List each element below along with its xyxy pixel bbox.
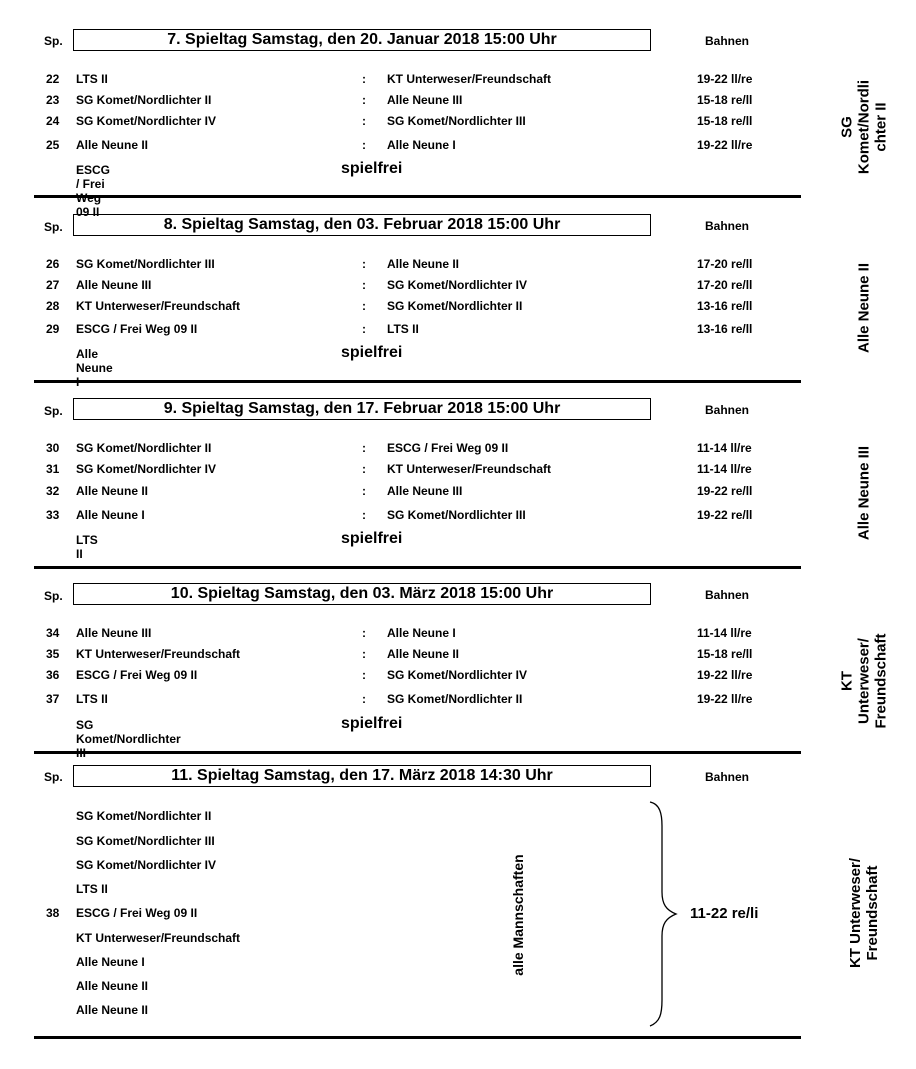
table-row — [0, 257, 800, 273]
table-row — [0, 626, 800, 642]
away-team: SG Komet/Nordlichter II — [387, 299, 523, 313]
away-team: SG Komet/Nordlichter II — [387, 692, 523, 706]
section-divider — [34, 566, 801, 569]
separator-colon: : — [362, 647, 366, 661]
separator-colon: : — [362, 138, 366, 152]
sp-label: Sp. — [44, 770, 63, 784]
matchday-title: 11. Spieltag Samstag, den 17. März 2018 14:30 Uhr — [73, 765, 651, 787]
bahnen-label: Bahnen — [705, 770, 750, 784]
matchday-title: 9. Spieltag Samstag, den 17. Februar 2018 15:00 Uhr — [73, 398, 651, 420]
home-team: Alle Neune II — [76, 484, 149, 498]
bye-label: spielfrei — [341, 160, 403, 177]
side-label-line: Alle Neune II — [855, 262, 873, 354]
list-item: ESCG / Frei Weg 09 II — [76, 906, 198, 920]
side-label-line: Freundschaft — [872, 633, 890, 729]
home-team: LTS II — [76, 72, 108, 86]
away-team: Alle Neune I — [387, 138, 456, 152]
separator-colon: : — [362, 441, 366, 455]
away-team: ESCG / Frei Weg 09 II — [387, 441, 509, 455]
list-item: Alle Neune II — [76, 979, 149, 993]
table-row — [0, 668, 800, 684]
home-team: SG Komet/Nordlichter IV — [76, 114, 217, 128]
separator-colon: : — [362, 72, 366, 86]
away-team: Alle Neune III — [387, 484, 463, 498]
game-number: 23 — [46, 93, 60, 107]
section-divider — [34, 1036, 801, 1039]
separator-colon: : — [362, 257, 366, 271]
lanes: 19-22 re/ll — [697, 484, 753, 498]
away-team: LTS II — [387, 322, 419, 336]
lanes: 11-14 ll/re — [697, 626, 752, 640]
list-item: Alle Neune II — [76, 1003, 149, 1017]
game-number: 37 — [46, 692, 60, 706]
lanes: 15-18 re/ll — [697, 93, 753, 107]
game-number: 38 — [46, 906, 60, 920]
all-teams-text: alle Mannschaften — [510, 854, 526, 976]
home-team: LTS II — [76, 692, 108, 706]
bye-label: spielfrei — [341, 344, 403, 361]
table-row — [0, 278, 800, 294]
separator-colon: : — [362, 484, 366, 498]
away-team: SG Komet/Nordlichter IV — [387, 278, 528, 292]
away-team: SG Komet/Nordlichter III — [387, 114, 526, 128]
away-team: SG Komet/Nordlichter III — [387, 508, 526, 522]
game-number: 25 — [46, 138, 60, 152]
home-team: SG Komet/Nordlichter II — [76, 93, 212, 107]
list-item: SG Komet/Nordlichter IV — [76, 858, 217, 872]
game-number: 34 — [46, 626, 60, 640]
home-team: ESCG / Frei Weg 09 II — [76, 668, 198, 682]
sp-label: Sp. — [44, 589, 63, 603]
home-team: SG Komet/Nordlichter II — [76, 441, 212, 455]
lanes: 11-22 re/li — [690, 905, 759, 922]
side-label-line: SG — [838, 116, 856, 138]
lanes: 19-22 ll/re — [697, 692, 753, 706]
separator-colon: : — [362, 462, 366, 476]
curly-brace-icon — [644, 800, 684, 1028]
list-item: SG Komet/Nordlichter II — [76, 809, 212, 823]
side-label-line: Freundschaft — [864, 865, 881, 961]
bahnen-label: Bahnen — [705, 219, 750, 233]
lanes: 19-22 ll/re — [697, 72, 753, 86]
bahnen-label: Bahnen — [705, 588, 750, 602]
side-label-line: Komet/Nordli — [855, 79, 873, 175]
separator-colon: : — [362, 668, 366, 682]
bahnen-label: Bahnen — [705, 403, 750, 417]
lanes: 13-16 re/ll — [697, 299, 753, 313]
away-team: Alle Neune II — [387, 257, 460, 271]
lanes: 13-16 re/ll — [697, 322, 753, 336]
table-row — [0, 114, 800, 130]
lanes: 15-18 re/ll — [697, 647, 753, 661]
home-team: SG Komet/Nordlichter III — [76, 257, 215, 271]
bye-label: spielfrei — [341, 715, 403, 732]
matchday-title: 8. Spieltag Samstag, den 03. Februar 2018 15:00 Uhr — [73, 214, 651, 236]
game-number: 27 — [46, 278, 60, 292]
game-number: 28 — [46, 299, 60, 313]
home-team: SG Komet/Nordlichter IV — [76, 462, 217, 476]
separator-colon: : — [362, 508, 366, 522]
lanes: 17-20 re/ll — [697, 278, 753, 292]
section-divider — [34, 751, 801, 754]
lanes: 17-20 re/ll — [697, 257, 753, 271]
home-team: KT Unterweser/Freundschaft — [76, 299, 241, 313]
side-label-line: KT — [838, 671, 856, 692]
away-team: SG Komet/Nordlichter IV — [387, 668, 528, 682]
game-number: 24 — [46, 114, 60, 128]
home-team: ESCG / Frei Weg 09 II — [76, 322, 198, 336]
matchday-title: 7. Spieltag Samstag, den 20. Januar 2018 15:00 Uhr — [73, 29, 651, 51]
table-row — [0, 508, 800, 524]
game-number: 33 — [46, 508, 60, 522]
bye-team: Alle Neune I — [76, 347, 113, 389]
bye-label: spielfrei — [341, 530, 403, 547]
separator-colon: : — [362, 626, 366, 640]
table-row — [0, 322, 800, 338]
bye-team: ESCG / Frei Weg 09 II — [76, 163, 111, 219]
sp-label: Sp. — [44, 404, 63, 418]
game-number: 29 — [46, 322, 60, 336]
side-label-line: Alle Neune III — [855, 445, 873, 541]
table-row — [0, 299, 800, 315]
away-team: Alle Neune II — [387, 647, 460, 661]
separator-colon: : — [362, 93, 366, 107]
side-label-line: Unterweser/ — [855, 638, 873, 724]
table-row — [0, 647, 800, 663]
separator-colon: : — [362, 322, 366, 336]
list-item: KT Unterweser/Freundschaft — [76, 931, 241, 945]
lanes: 19-22 re/ll — [697, 508, 753, 522]
game-number: 32 — [46, 484, 60, 498]
home-team: Alle Neune I — [76, 508, 145, 522]
table-row — [0, 484, 800, 500]
list-item: LTS II — [76, 882, 108, 896]
section-divider — [34, 380, 801, 383]
lanes: 11-14 ll/re — [697, 462, 752, 476]
home-team: KT Unterweser/Freundschaft — [76, 647, 241, 661]
side-label-line: chter II — [872, 102, 890, 152]
sp-label: Sp. — [44, 220, 63, 234]
away-team: KT Unterweser/Freundschaft — [387, 72, 552, 86]
away-team: Alle Neune III — [387, 93, 463, 107]
separator-colon: : — [362, 278, 366, 292]
table-row — [0, 462, 800, 478]
separator-colon: : — [362, 299, 366, 313]
game-number: 36 — [46, 668, 60, 682]
list-item: SG Komet/Nordlichter III — [76, 834, 215, 848]
lanes: 19-22 ll/re — [697, 138, 753, 152]
separator-colon: : — [362, 114, 366, 128]
game-number: 31 — [46, 462, 60, 476]
matchday-title: 10. Spieltag Samstag, den 03. März 2018 15:00 Uhr — [73, 583, 651, 605]
lanes: 15-18 re/ll — [697, 114, 753, 128]
game-number: 30 — [46, 441, 60, 455]
side-label-line: KT Unterweser/ — [847, 857, 864, 969]
table-row — [0, 93, 800, 109]
table-row — [0, 72, 800, 88]
home-team: Alle Neune III — [76, 626, 152, 640]
bye-team: SG Komet/Nordlichter III — [76, 718, 181, 760]
table-row — [0, 441, 800, 457]
separator-colon: : — [362, 692, 366, 706]
bahnen-label: Bahnen — [705, 34, 750, 48]
game-number: 22 — [46, 72, 60, 86]
table-row — [0, 138, 800, 154]
home-team: Alle Neune III — [76, 278, 152, 292]
bye-team: LTS II — [76, 533, 98, 561]
lanes: 11-14 ll/re — [697, 441, 752, 455]
home-team: Alle Neune II — [76, 138, 149, 152]
lanes: 19-22 ll/re — [697, 668, 753, 682]
table-row — [0, 692, 800, 708]
list-item: Alle Neune I — [76, 955, 145, 969]
sp-label: Sp. — [44, 34, 63, 48]
game-number: 26 — [46, 257, 60, 271]
away-team: Alle Neune I — [387, 626, 456, 640]
away-team: KT Unterweser/Freundschaft — [387, 462, 552, 476]
section-divider — [34, 195, 801, 198]
game-number: 35 — [46, 647, 60, 661]
